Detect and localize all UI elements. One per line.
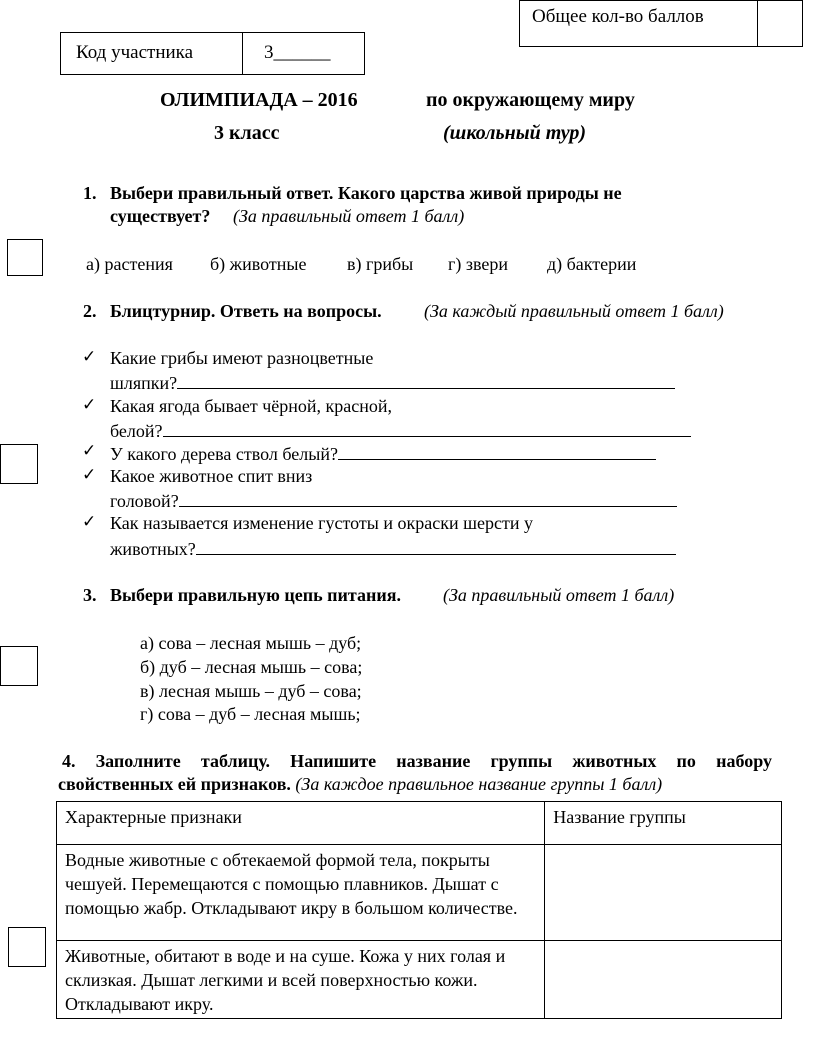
q2-text: Блицтурнир. Ответь на вопросы. — [110, 301, 382, 321]
total-score-cell[interactable] — [757, 1, 758, 46]
check-icon: ✓ — [82, 395, 97, 415]
table-cell-group-answer[interactable] — [545, 845, 782, 941]
q2-number: 2. — [83, 301, 97, 321]
answer-line[interactable] — [338, 441, 656, 460]
table-header-group: Название группы — [545, 802, 782, 845]
q2-question-2-line2: белой? — [110, 418, 691, 443]
q2-question-5-line2: животных? — [110, 536, 676, 561]
title-round: (школьный тур) — [443, 122, 587, 144]
participant-code-divider — [242, 33, 243, 74]
q2-question-2-line1: Какая ягода бывает чёрной, красной, — [110, 396, 392, 416]
q4-number: 4. — [62, 751, 76, 771]
q3-option-a[interactable]: а) сова – лесная мышь – дуб; — [140, 633, 362, 653]
q3-option-d[interactable]: г) сова – дуб – лесная мышь; — [140, 704, 361, 724]
q1-option-d[interactable]: г) звери — [448, 254, 509, 274]
animal-traits-table — [56, 801, 782, 1019]
q3-option-c[interactable]: в) лесная мышь – дуб – сова; — [140, 681, 362, 701]
answer-line[interactable] — [196, 536, 676, 555]
q2-question-1-line1: Какие грибы имеют разноцветные — [110, 348, 374, 368]
q1-option-a[interactable]: а) растения — [86, 254, 173, 274]
title-grade: 3 класс — [214, 122, 280, 144]
table-header-row — [57, 802, 782, 845]
total-score-label: Общее кол-во баллов — [532, 6, 704, 27]
title-olympiad: ОЛИМПИАДА – 2016 — [160, 89, 358, 111]
q1-note: (За правильный ответ 1 балл) — [233, 206, 465, 226]
table-row — [57, 941, 782, 1019]
q2-question-4-line1: Какое животное спит вниз — [110, 466, 313, 486]
title-subject: по окружающему миру — [426, 89, 635, 111]
participant-code-box — [60, 32, 365, 75]
q2-question-5-line1: Как называется изменение густоты и окраски шерсти у — [110, 513, 533, 533]
q1-number: 1. — [83, 183, 97, 203]
check-icon: ✓ — [82, 512, 97, 532]
q1-option-c[interactable]: в) грибы — [347, 254, 414, 274]
q4-text-line2-wrap — [58, 773, 662, 796]
q2-question-1-line2: шляпки? — [110, 370, 675, 395]
q4-text-line2: свойственных ей признаков. — [58, 774, 291, 794]
q4-note: (За каждое правильное название группы 1 балл) — [295, 774, 663, 794]
q3-option-b[interactable]: б) дуб – лесная мышь – сова; — [140, 657, 363, 677]
q1-score-box[interactable] — [7, 239, 43, 276]
total-score-box — [519, 0, 803, 47]
check-icon: ✓ — [82, 347, 97, 367]
q2-question-3: У какого дерева ствол белый? — [110, 441, 656, 466]
table-cell-traits: Водные животные с обтекаемой формой тела, покрыты чешуей. Перемещаются с помощью плавников. Дышат с помощью жабр. Откладывают икру в большом количестве. — [57, 845, 545, 941]
answer-line[interactable] — [163, 418, 691, 437]
check-icon: ✓ — [82, 441, 97, 461]
check-icon: ✓ — [82, 465, 97, 485]
q2-note: (За каждый правильный ответ 1 балл) — [424, 301, 724, 321]
table-cell-group-answer[interactable] — [545, 941, 782, 1019]
table-cell-traits: Животные, обитают в воде и на суше. Кожа у них голая и склизкая. Дышат легкими и всей поверхностью кожи. Откладывают икру. — [57, 941, 545, 1019]
q3-text: Выбери правильную цепь питания. — [110, 585, 401, 605]
q3-note: (За правильный ответ 1 балл) — [443, 585, 675, 605]
table-header-traits: Характерные признаки — [57, 802, 545, 845]
q3-number: 3. — [83, 585, 97, 605]
q2-question-4-line2: головой? — [110, 488, 677, 513]
q4-score-box[interactable] — [8, 927, 46, 967]
q1-option-b[interactable]: б) животные — [210, 254, 307, 274]
q4-text-first: Заполните таблицу. Напишите название группы животных по набору — [95, 751, 772, 771]
table-row — [57, 845, 782, 941]
answer-line[interactable] — [177, 370, 675, 389]
q4-text-line1 — [62, 750, 772, 773]
q1-text-line1: Выбери правильный ответ. Какого царства живой природы не — [110, 183, 622, 203]
answer-line[interactable] — [179, 488, 677, 507]
participant-code-value[interactable]: 3______ — [264, 42, 331, 63]
q1-text-line2: существует? — [110, 206, 211, 226]
q3-score-box[interactable] — [0, 646, 38, 686]
participant-code-label: Код участника — [76, 42, 194, 63]
q1-option-e[interactable]: д) бактерии — [547, 254, 637, 274]
q2-score-box[interactable] — [0, 444, 38, 484]
